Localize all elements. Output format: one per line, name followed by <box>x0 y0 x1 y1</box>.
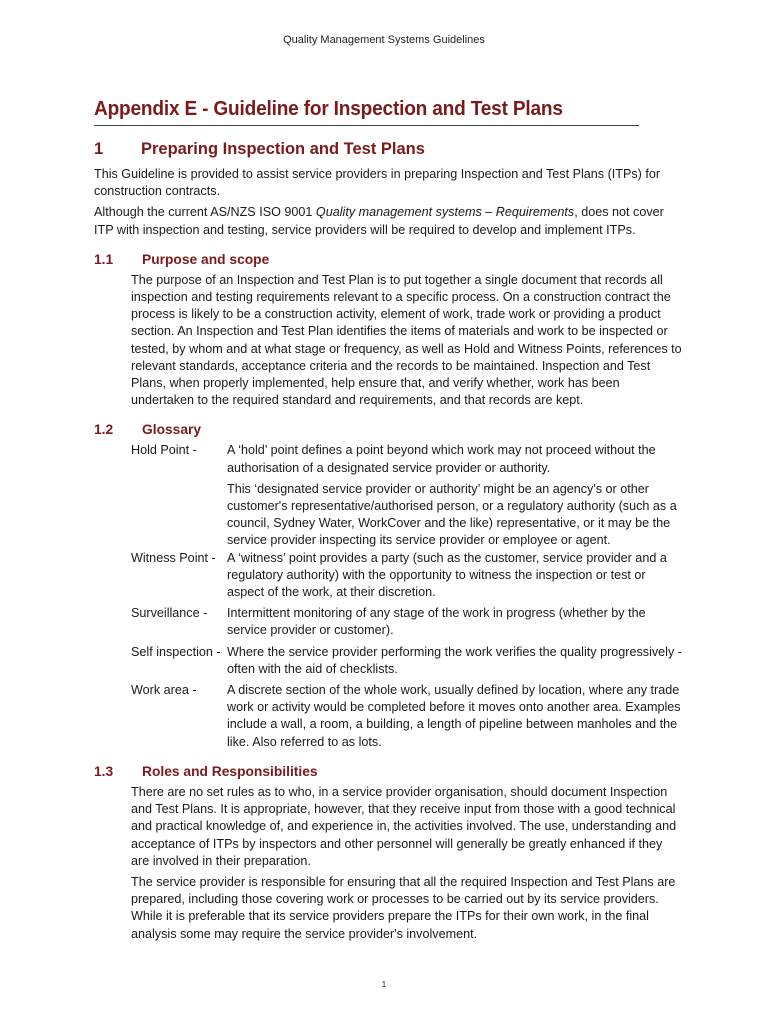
purpose-paragraph: The purpose of an Inspection and Test Plan is to put together a single document that records all inspection and testing requirements relevant to a specific process. On a construction contract the process is likely to be a construction activity, element of work, trade work or providing a product section. An Inspection and Test Plan identifies the items of materials and work to be inspected or tested, by whom and at what stage or frequency, as well as Hold and Witness Points, references to relevant standards, acceptance criteria and the records to be maintained. Inspection and Test Plans, when properly implemented, help ensure that, and verify whether, work has been undertaken to the required standard and requirements, and that records are kept. <box>131 272 682 408</box>
definition-text: Where the service provider performing the work verifies the quality progressively - often with the aid of checklists. <box>227 644 682 676</box>
section-number: 1.2 <box>94 422 114 438</box>
definition-text: A ‘witness’ point provides a party (such as the customer, service provider and a regulatory authority) with the opportunity to witness the inspection or test or aspect of the work, at their discretion. <box>227 550 667 600</box>
paragraph-text: Although the current AS/NZS ISO 9001 <box>94 205 316 220</box>
standard-title: Quality management systems – Requirements <box>315 205 575 220</box>
glossary-entry <box>94 442 684 549</box>
page-number: 1 <box>381 980 387 989</box>
glossary-definition <box>227 682 684 751</box>
glossary-term: Self inspection - <box>131 644 221 659</box>
section-title: Glossary <box>142 422 202 438</box>
glossary-entry <box>94 550 684 602</box>
section-1-3-heading <box>94 763 684 781</box>
definition-extra-text: This ‘designated service provider or authority’ might be an agency's or other customer's representative/authorised person, or a regulatory authority (such as a council, Sydney Water, WorkCover and the like) representative, or it may be the service provider inspecting its service provider or employee or agent. <box>227 481 677 548</box>
glossary-definition <box>227 605 684 639</box>
running-header: Quality Management Systems Guidelines <box>283 34 485 46</box>
definition-text: A discrete section of the whole work, usually defined by location, where any trade work or activity would be completed before it moves onto another area. Examples include a wall, a room, a building, a length of pipeline between manholes and the like. Also referred to as lots. <box>227 683 681 749</box>
glossary-entry <box>94 605 684 639</box>
glossary-term: Hold Point - <box>131 443 197 458</box>
responsibilities-paragraph: The service provider is responsible for ensuring that all the required Inspection and Test Plans are prepared, including those covering work or processes to be carried out by its service providers. While it is preferable that its service providers prepare the ITPs for their own work, in the final analysis some may require the service provider's involvement. <box>131 874 676 941</box>
glossary-entry <box>94 682 684 751</box>
section-1-standard-paragraph <box>94 204 684 238</box>
appendix-title: Appendix E - Guideline for Inspection and Test Plans <box>94 97 639 126</box>
section-title: Purpose and scope <box>142 251 270 267</box>
section-number: 1.3 <box>94 763 114 779</box>
section-1-heading <box>94 138 684 160</box>
glossary-term: Surveillance - <box>131 606 208 621</box>
definition-text: A ‘hold’ point defines a point beyond which work may not proceed without the authorisation of a designated service provider or authority. <box>227 443 656 475</box>
glossary-entry <box>94 644 684 678</box>
section-number: 1.1 <box>94 251 114 267</box>
section-1-intro-paragraph: This Guideline is provided to assist service providers in preparing Inspection and Test Plans (ITPs) for construction contracts. <box>94 167 661 199</box>
section-1-1-heading <box>94 251 684 269</box>
glossary-definition <box>227 442 684 549</box>
section-title: Roles and Responsibilities <box>142 763 318 779</box>
document-body <box>94 138 684 943</box>
glossary-definition <box>227 550 684 602</box>
section-number: 1 <box>94 140 104 158</box>
paragraph-text: , does not cover ITP with inspection and testing, service providers will be required to develop and implement ITPs. <box>94 205 664 237</box>
definition-text: Intermittent monitoring of any stage of the work in progress (whether by the service provider or customer). <box>227 606 646 638</box>
section-title: Preparing Inspection and Test Plans <box>141 140 425 158</box>
glossary-definition <box>227 644 684 678</box>
glossary-term: Witness Point - <box>131 550 216 565</box>
glossary-term: Work area - <box>131 683 197 698</box>
section-1-2-heading <box>94 421 684 439</box>
roles-paragraph: There are no set rules as to who, in a service provider organisation, should document Inspection and Test Plans. It is appropriate, however, that they receive input from those with a good technical and practical knowledge of, and experience in, the activities involved. The use, understanding and acceptance of ITPs by inspectors and other personnel will generally be greatly enhanced if they are involved in their preparation. <box>131 784 677 868</box>
